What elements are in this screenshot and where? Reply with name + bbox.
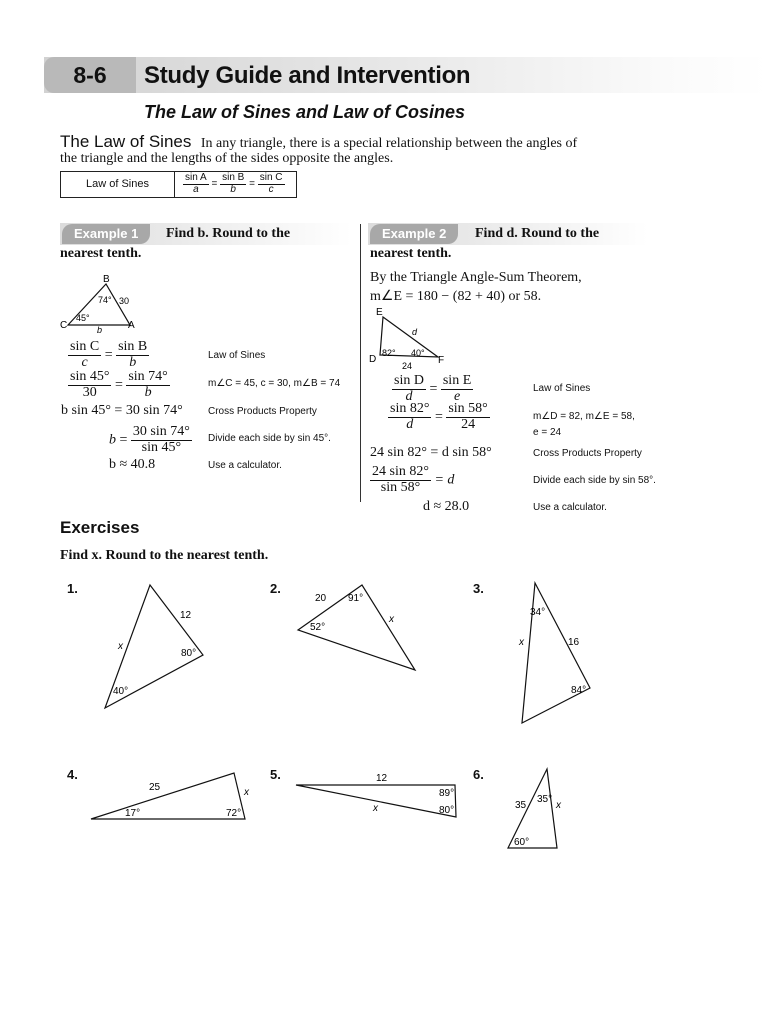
svg-text:84°: 84° xyxy=(571,685,587,696)
svg-text:D: D xyxy=(369,354,377,365)
svg-text:89°: 89° xyxy=(439,788,455,799)
svg-text:x: x xyxy=(373,803,378,814)
svg-text:25: 25 xyxy=(149,782,161,793)
exercise-3-number: 3. xyxy=(473,581,484,596)
example2-prompt-2: nearest tenth. xyxy=(370,246,452,261)
exercise-4-number: 4. xyxy=(67,767,78,782)
example2-step-3: 24 sin 82° = d sin 58° xyxy=(370,445,492,460)
svg-text:x: x xyxy=(118,641,123,652)
example2-step-2: $\frac{\sin 82^\circ}{d}$ = $\frac{\sin 58^\circ}{24}$ xyxy=(390,401,488,432)
svg-text:74°: 74° xyxy=(98,295,112,305)
law-of-sines-formula-box xyxy=(60,171,297,198)
example1-note-1: Law of Sines xyxy=(208,350,266,361)
exercise-6-number: 6. xyxy=(473,767,484,782)
lesson-number: 8-6 xyxy=(44,57,136,93)
example1-prompt-1: Find b. Round to the xyxy=(166,226,291,241)
svg-text:91°: 91° xyxy=(348,593,364,604)
example2-prompt-1: Find d. Round to the xyxy=(475,226,600,241)
example1-step-4: b = $\frac{30 \sin 74^\circ}{\sin 45^\circ}$ xyxy=(109,424,190,455)
exercise-1-triangle xyxy=(95,580,215,715)
svg-text:17°: 17° xyxy=(125,808,141,819)
svg-text:x: x xyxy=(244,787,249,798)
example2-step-1: $\frac{\text{sin D}}{d}$ = $\frac{\text{sin E}}{e}$ xyxy=(394,373,472,404)
svg-text:40°: 40° xyxy=(113,686,129,697)
svg-text:x: x xyxy=(556,800,561,811)
svg-text:C: C xyxy=(60,320,68,331)
exercise-1-number: 1. xyxy=(67,581,78,596)
example2-step-4: $\frac{24 \sin 82^\circ}{\sin 58^\circ}$ = d xyxy=(372,464,455,495)
example2-triangle xyxy=(366,305,456,371)
exercise-6-triangle xyxy=(500,765,570,855)
law-of-sines-heading: The Law of Sines xyxy=(60,132,192,151)
intro-line-2: the triangle and the lengths of the sides opposite the angles. xyxy=(60,151,394,166)
svg-text:80°: 80° xyxy=(181,648,197,659)
exercise-2-triangle xyxy=(290,580,425,675)
exercise-3-triangle xyxy=(510,578,600,728)
page-subtitle: The Law of Sines and Law of Cosines xyxy=(144,102,466,122)
svg-text:60°: 60° xyxy=(514,837,530,848)
svg-text:20: 20 xyxy=(315,593,327,604)
exercise-5-number: 5. xyxy=(270,767,281,782)
example2-note-1: Law of Sines xyxy=(533,383,591,394)
law-of-sines-formula: $\frac{\text{sin A}}{a}$ = $\frac{\text{sin B}}{b}$ = $\frac{\text{sin C}}{c}$ xyxy=(185,172,283,195)
svg-text:12: 12 xyxy=(376,773,388,784)
svg-text:34°: 34° xyxy=(530,607,546,618)
svg-text:b: b xyxy=(97,325,103,334)
exercise-5-triangle xyxy=(290,768,465,823)
example1-step-5: b ≈ 40.8 xyxy=(109,457,156,472)
example1-note-3: Cross Products Property xyxy=(208,406,317,417)
svg-text:35: 35 xyxy=(515,800,527,811)
formula-box-label: Law of Sines xyxy=(61,172,175,197)
example2-note-2a: m∠D = 82, m∠E = 58, xyxy=(533,411,635,422)
example2-step-5: d ≈ 28.0 xyxy=(423,499,470,514)
svg-text:30: 30 xyxy=(119,296,130,306)
example2-theorem-2: m∠E = 180 − (82 + 40) or 58. xyxy=(370,289,542,304)
svg-text:52°: 52° xyxy=(310,622,326,633)
exercise-4-triangle xyxy=(85,768,255,823)
svg-text:E: E xyxy=(376,307,383,318)
exercises-heading: Exercises xyxy=(60,518,140,537)
example1-triangle xyxy=(56,270,156,334)
svg-text:12: 12 xyxy=(180,610,192,621)
page-title: Study Guide and Intervention xyxy=(144,62,471,89)
svg-text:16: 16 xyxy=(568,637,580,648)
example1-note-2: m∠C = 45, c = 30, m∠B = 74 xyxy=(208,378,341,389)
svg-text:A: A xyxy=(128,320,135,331)
exercises-instruction: Find x. Round to the nearest tenth. xyxy=(60,548,269,563)
example1-step-2: $\frac{\sin 45^\circ}{30}$ = $\frac{\sin 74^\circ}{b}$ xyxy=(70,369,168,400)
example2-note-2b: e = 24 xyxy=(533,427,562,438)
examples-divider xyxy=(360,224,361,502)
example1-step-3: b sin 45° = 30 sin 74° xyxy=(61,403,183,418)
svg-text:35°: 35° xyxy=(537,794,553,805)
law-of-sines-intro xyxy=(60,132,760,152)
example1-label: Example 1 xyxy=(62,224,150,244)
example2-theorem-1: By the Triangle Angle-Sum Theorem, xyxy=(370,270,582,285)
svg-text:x: x xyxy=(519,637,524,648)
example2-note-4: Divide each side by sin 58°. xyxy=(533,475,656,486)
svg-text:x: x xyxy=(389,614,394,625)
example2-note-5: Use a calculator. xyxy=(533,502,607,513)
exercise-2-number: 2. xyxy=(270,581,281,596)
svg-text:82°: 82° xyxy=(382,348,396,358)
svg-text:40°: 40° xyxy=(411,348,425,358)
example1-step-1: $\frac{\text{sin C}}{c}$ = $\frac{\text{sin B}}{b}$ xyxy=(70,339,148,370)
svg-text:24: 24 xyxy=(402,361,413,371)
svg-text:F: F xyxy=(438,355,445,366)
svg-text:B: B xyxy=(103,274,110,285)
example1-prompt-2: nearest tenth. xyxy=(60,246,142,261)
svg-text:45°: 45° xyxy=(76,313,90,323)
example1-note-4: Divide each side by sin 45°. xyxy=(208,433,331,444)
example2-label: Example 2 xyxy=(370,224,458,244)
intro-line-1: In any triangle, there is a special relationship between the angles of xyxy=(200,136,578,151)
example2-note-3: Cross Products Property xyxy=(533,448,642,459)
example1-note-5: Use a calculator. xyxy=(208,460,282,471)
svg-text:80°: 80° xyxy=(439,805,455,816)
svg-text:72°: 72° xyxy=(226,808,242,819)
svg-text:d: d xyxy=(412,327,418,337)
